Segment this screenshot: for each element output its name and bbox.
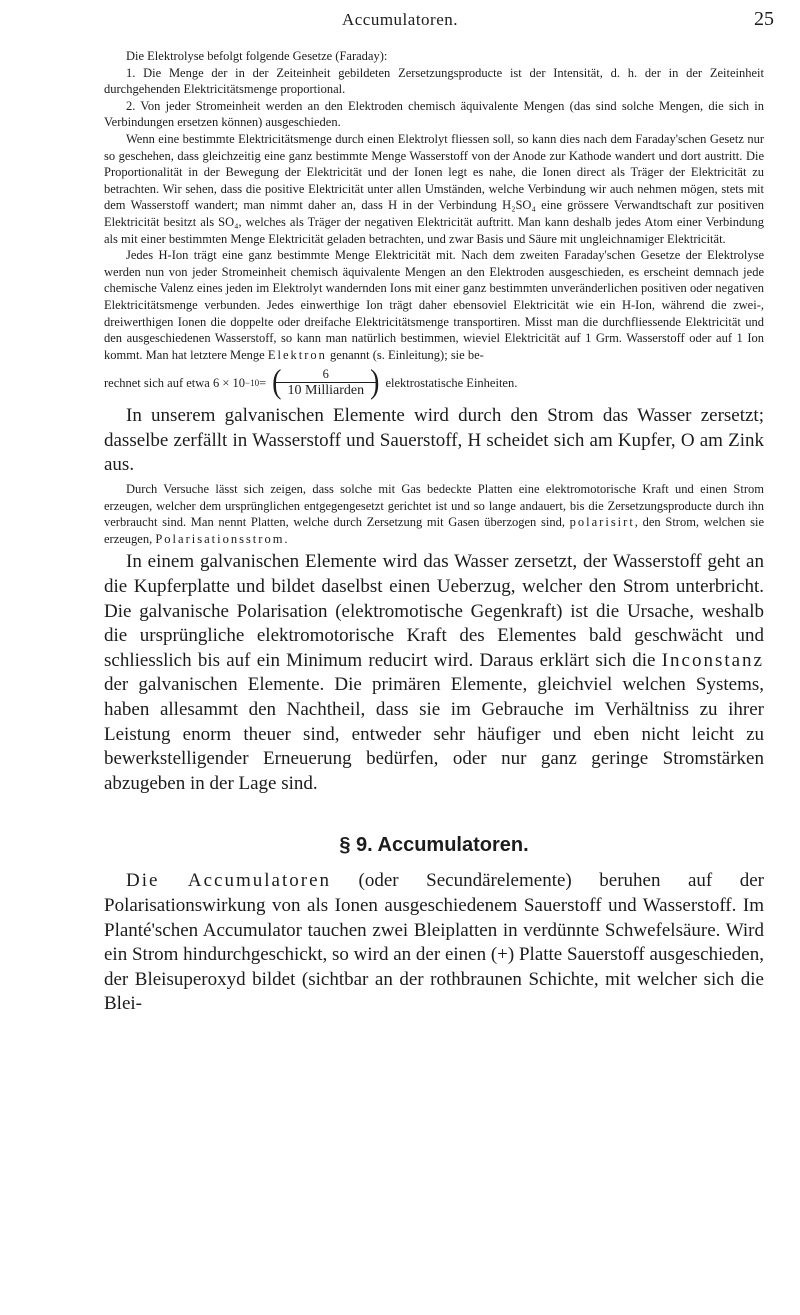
paragraph-polarisirt — [104, 481, 764, 547]
paragraph-intro: Die Elektrolyse befolgt folgende Gesetze (Faraday): — [126, 49, 388, 63]
fraction-denominator: 10 Milliarden — [287, 383, 365, 399]
body-text — [104, 48, 764, 1017]
paragraph-ionen: Wenn eine bestimmte Elektricitätsmenge durch einen Elektrolyt fliessen soll, so kann dies nach dem Faraday'schen Gesetz nur so geschehen, dass gleichzeitig eine ganz bestimmte Menge Wasserstoff von der Anode zur Kathode wandert und dort austritt. Die Proportionalität in der Bewegung der Elektricität und der Ionen legt es nahe, die Ionen direct als Träger der Elektricität zu betrachten. Wir sehen, dass die positive Elektricität unter allen Umständen, welche Verbindung wir auch nehmen mögen, stets mit dem Wasserstoff wandert; man nimmt daher an, dass H in der Verbindung H₂SO₄ eine grössere Verwandtschaft zur positiven Elektricität besitzt als SO₄, welches als Träger der negativen Elektricität auftritt. Man kann deshalb jedes Atom einer Verbindung als mit einer bestimmten Menge Elektricität geladen betrachten, und zwar Basis und Säure mit ungleichnamiger Elektricität. — [104, 131, 764, 246]
right-brace-icon: ) — [370, 363, 380, 401]
paragraph-elektron — [104, 247, 764, 363]
formula-line — [104, 363, 764, 401]
paragraph-polarisirt-text-a: Durch Versuche lässt sich zeigen, dass solche mit Gas bedeckte Platten eine elektromotorische Kraft und einen Strom erzeugen, welcher dem ursprünglichen entgegengesetzt gerichtet ist und so lange andauert, bis die Zersetzungsproducte durch ihn verbraucht sind. Man nennt Platten, welche durch Zersetzung mit Gasen überzogen sind, — [104, 482, 764, 530]
formula-equals: = — [259, 375, 267, 390]
fraction-body — [284, 366, 369, 399]
law-2: 2. Von jeder Stromeinheit werden an den Elektroden chemisch äquivalente Mengen (das sind solche Mengen, die sich in Verbindungen ersetzen können) ausgeschieden. — [104, 98, 764, 130]
paragraph-inconstanz-text-a: In einem galvanischen Elemente wird das Wasser zersetzt, der Wasserstoff geht an die Kupferplatte und bildet daselbst einen Ueberzug, welcher den Strom unterbricht. Die galvanische Polarisation (elektromotische Gegenkraft) ist die Ursache, weshalb die ursprüngliche elektromotorische Kraft des Elementes bald geschwächt und schliesslich bis auf ein Minimum reducirt wird. Daraus erklärt sich die — [104, 551, 764, 671]
formula-exponent: −10 — [245, 377, 260, 388]
page-number: 25 — [754, 8, 774, 30]
term-polarisirt: polarisirt — [569, 515, 635, 530]
paragraph-wasser-zersetzt: In unserem galvanischen Elemente wird durch den Strom das Wasser zersetzt; dasselbe zerfällt in Wasserstoff und Sauerstoff, H scheidet sich am Kupfer, O am Zink aus. — [104, 405, 764, 476]
paragraph-inconstanz — [104, 550, 764, 796]
paragraph-elektron-text-b: genannt (s. Einleitung); sie be- — [326, 347, 484, 362]
paragraph-polarisirt-text-b: , den Strom, welchen sie erzeugen, — [104, 515, 764, 546]
running-head: Accumulatoren. — [341, 10, 459, 29]
fraction-numerator: 6 — [274, 366, 379, 383]
paragraph-accumulatoren-text: (oder Secundärelemente) beruhen auf der Polarisationswirkung von als Ionen ausgeschiedenem Sauerstoff und Wasserstoff. Im Planté'schen Accumulator tauchen zwei Bleiplatten in verdünnte Schwefelsäure. Wird ein Strom hindurchgeschickt, so wird an der einen (+) Platte Sauerstoff ausgeschieden, der Bleisuperoxyd bildet (sichtbar an der rothbraunen Schichte, mit welcher sich die Blei- — [104, 870, 764, 1015]
formula-tail: elektrostatische Einheiten. — [385, 375, 518, 390]
paragraph-inconstanz-text-b: der galvanischen Elemente. Die primären Elemente, gleichviel welchen Systems, haben allesammt den Nachtheil, dass sie im Gebrauche im Verhältniss zu ihrer Leistung enorm theuer sind, entweder sehr häufiger und eben nicht leicht zu bewerkstelligender Erneuerung bedürfen, oder nur ganz geringe Stromstärken abzugeben in der Lage sind. — [104, 674, 764, 794]
left-brace-icon: ( — [272, 363, 282, 401]
term-inconstanz: Inconstanz — [661, 649, 764, 671]
law-1: 1. Die Menge der in der Zeiteinheit gebildeten Zersetzungsproducte ist der Intensität, d. h. der in der Zeiteinheit durchgehenden Elektricitätsmenge proportional. — [104, 65, 764, 97]
section-title: § 9. Accumulatoren. — [339, 834, 529, 857]
formula-lead: rechnet sich auf etwa 6 × 10 — [104, 375, 246, 390]
paragraph-elektron-text-a: Jedes H-Ion trägt eine ganz bestimmte Menge Elektricität mit. Nach dem zweiten Faraday'schen Gesetze der Elektrolyse werden nun von jeder Stromeinheit chemisch äquivalente Mengen an den Elektroden ausgeschieden, es erscheint demnach jede chemische Valenz eines jeden im Elektrolyt wandernden Ions mit einer ganz bestimmten unveränderlichen positiven oder negativen Elektricitätsmenge verbunden. Jedes einwerthige Ion trägt daher ebensoviel Elektricität wie ein H-Ion, während die zwei-, dreiwerthigen Ionen die doppelte oder dreifache Elektricitätsmenge transportiren. Misst man die durchfliessende Elektricität und den ausgeschiedenen Wasserstoff, so kann man natürlich bestimmen, wieviel Elektricität auf 1 Grm. Wasserstoff oder auf 1 Ion kommt. Man hat letztere Menge — [104, 248, 764, 362]
term-accumulatoren: Die Accumulatoren — [126, 870, 332, 892]
term-elektron: Elektron — [267, 347, 327, 362]
formula-fraction — [272, 363, 380, 401]
paragraph-accumulatoren — [104, 869, 764, 1017]
paragraph-polarisirt-text-c: . — [284, 531, 288, 546]
term-polarisationsstrom: Polarisationsstrom — [155, 531, 285, 546]
